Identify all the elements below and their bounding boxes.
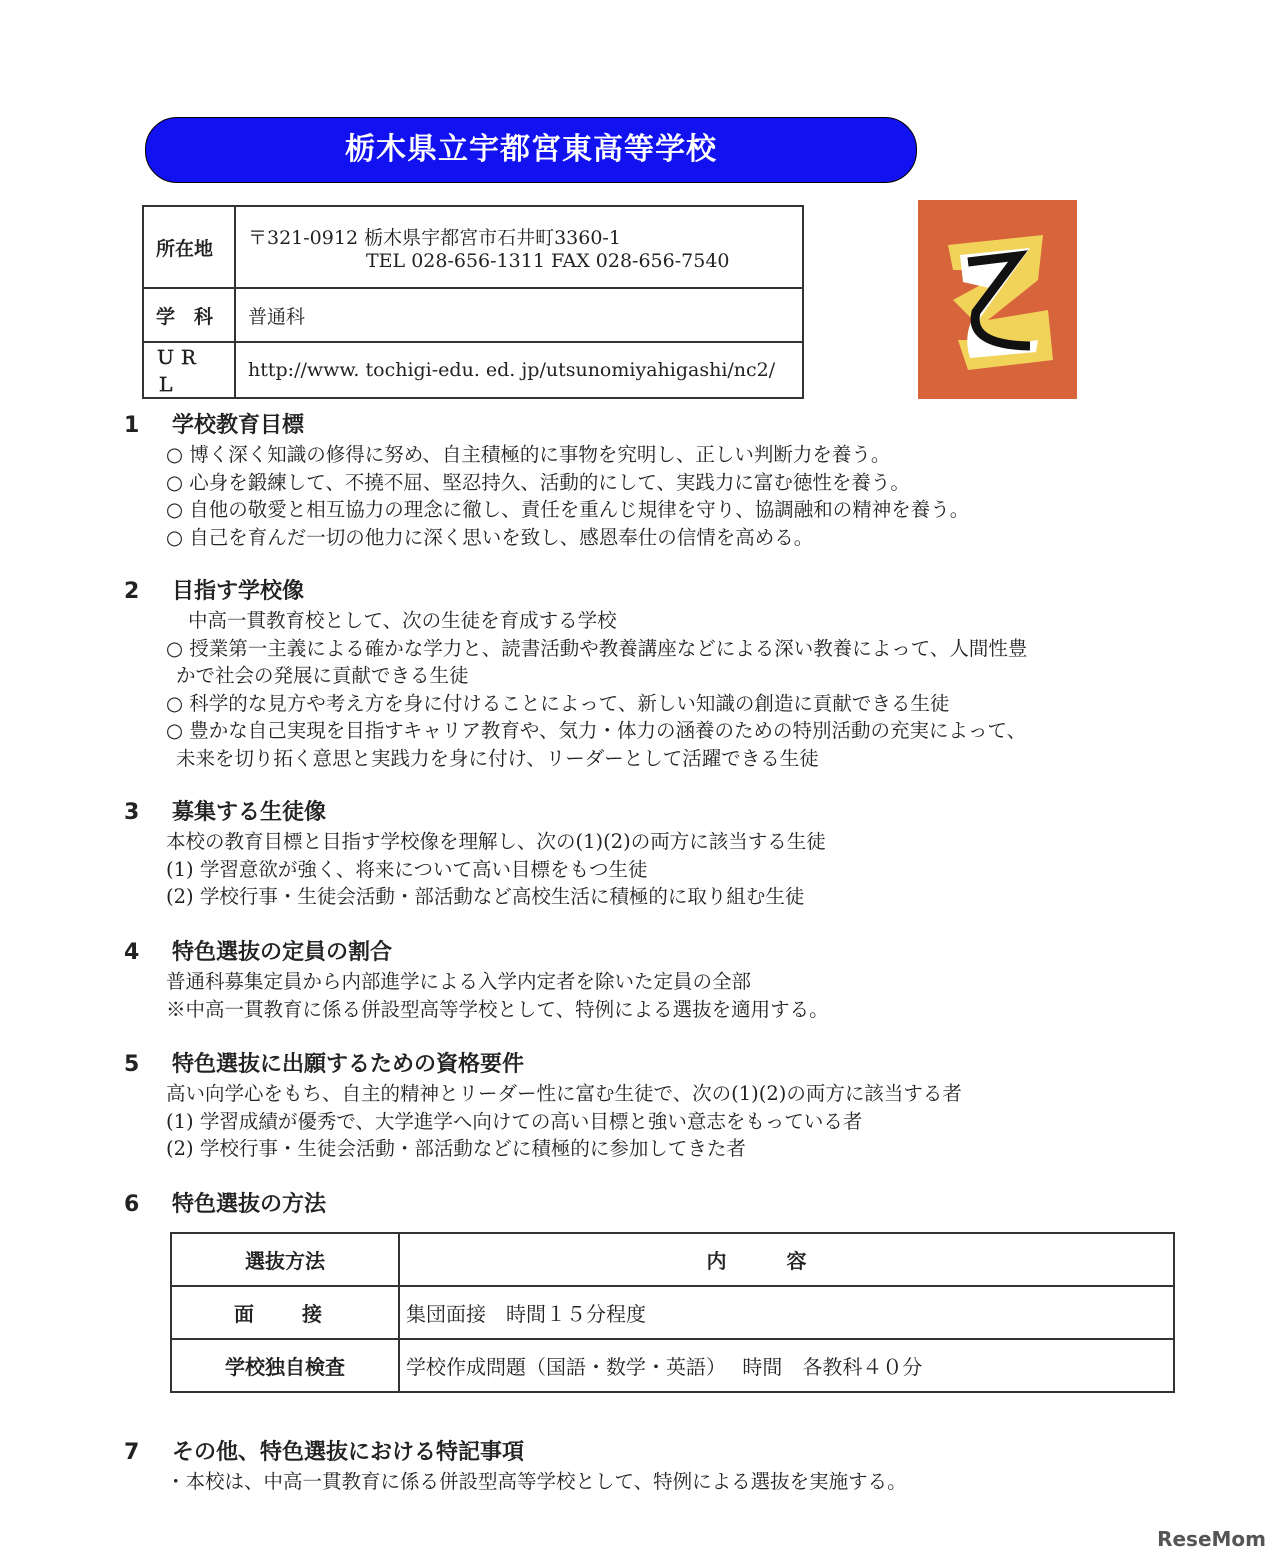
section-6: [0, 1190, 1280, 1220]
body-text: 高い向学心をもち、自主的精神とリーダー性に富む生徒で、次の(1)(2)の両方に該当する者: [166, 1082, 962, 1105]
location-value: [235, 206, 803, 288]
list-item-cont: 未来を切り拓く意思と実践力を身に付け、リーダーとして活躍できる生徒: [176, 746, 819, 770]
section-title: 特色選抜の定員の割合: [172, 940, 393, 965]
body-text: 普通科募集定員から内部進学による入学内定者を除いた定員の全部: [166, 970, 752, 993]
list-item: (1) 学習意欲が強く、将来について高い目標をもつ生徒: [166, 857, 648, 881]
url-value[interactable]: http://www. tochigi-edu. ed. jp/utsunomiyahigashi/nc2/: [235, 342, 803, 398]
school-title: 栃木県立宇都宮東高等学校: [145, 117, 917, 183]
table-cell: 学校作成問題（国語・数学・英語） 時間 各教科４０分: [399, 1339, 1174, 1392]
school-emblem-icon: [918, 200, 1077, 399]
phone-fax: TEL 028-656-1311 FAX 028-656-7540: [366, 249, 730, 272]
section-title: 学校教育目標: [172, 413, 305, 438]
section-2: [0, 577, 1280, 772]
location-label: 所在地: [143, 206, 235, 288]
table-cell: 面 接: [171, 1286, 399, 1339]
body-text: ・本校は、中高一貫教育に係る併設型高等学校として、特例による選抜を実施する。: [166, 1470, 907, 1493]
list-item: ○ 自他の敬愛と相互協力の理念に徹し、責任を重んじ規律を守り、協調融和の精神を養う。: [166, 498, 970, 521]
url-label: ＵＲＬ: [143, 342, 235, 398]
address: 〒321-0912 栃木県宇都宮市石井町3360-1: [248, 226, 621, 249]
list-item: ○ 心身を鍛練して、不撓不屈、堅忍持久、活動的にして、実践力に富む徳性を養う。: [166, 470, 910, 494]
list-item: ○ 科学的な見方や考え方を身に付けることによって、新しい知識の創造に貢献できる生徒: [166, 691, 950, 715]
section-title: 目指す学校像: [172, 579, 305, 604]
intro-text: 中高一貫教育校として、次の生徒を育成する学校: [188, 609, 617, 632]
list-item: (2) 学校行事・生徒会活動・部活動などに積極的に参加してきた者: [166, 1137, 746, 1160]
section-title: 募集する生徒像: [172, 800, 327, 825]
list-item-cont: かで社会の発展に貢献できる生徒: [176, 664, 469, 687]
section-number: 2: [124, 579, 140, 604]
section-number: 7: [124, 1440, 140, 1465]
table-header: 内容: [399, 1233, 1174, 1286]
section-number: 4: [124, 940, 140, 965]
list-item: (1) 学習成績が優秀で、大学進学へ向けての高い目標と強い意志をもっている者: [166, 1109, 863, 1133]
section-number: 5: [124, 1052, 140, 1077]
section-number: 1: [124, 413, 140, 438]
table-row: [171, 1286, 1174, 1339]
section-number: 6: [124, 1192, 140, 1217]
school-info-table: [142, 205, 804, 399]
list-item: (2) 学校行事・生徒会活動・部活動など高校生活に積極的に取り組む生徒: [166, 885, 805, 908]
resemom-watermark: ReseMom: [1157, 1527, 1266, 1551]
section-title: その他、特色選抜における特記事項: [172, 1440, 525, 1465]
section-4: [0, 938, 1280, 1023]
table-cell: 学校独自検査: [171, 1339, 399, 1392]
section-number: 3: [124, 800, 140, 825]
section-title: 特色選抜の方法: [172, 1192, 327, 1217]
section-5: [0, 1050, 1280, 1163]
table-row: [171, 1339, 1174, 1392]
dept-label: 学 科: [143, 288, 235, 342]
section-3: [0, 798, 1280, 911]
section-7: [0, 1438, 1280, 1496]
note-text: ※中高一貫教育に係る併設型高等学校として、特例による選抜を適用する。: [166, 997, 829, 1021]
section-title: 特色選抜に出願するための資格要件: [172, 1052, 525, 1077]
dept-value: 普通科: [235, 288, 803, 342]
table-cell: 集団面接 時間１５分程度: [399, 1286, 1174, 1339]
section-1: [0, 411, 1280, 551]
selection-method-table: [170, 1232, 1175, 1393]
list-item: ○ 授業第一主義による確かな学力と、読書活動や教養講座などによる深い教養によって、人間性豊: [166, 636, 1028, 660]
list-item: ○ 自己を育んだ一切の他力に深く思いを致し、感恩奉仕の信情を高める。: [166, 525, 814, 549]
body-text: 本校の教育目標と目指す学校像を理解し、次の(1)(2)の両方に該当する生徒: [166, 830, 826, 853]
table-header: 選抜方法: [171, 1233, 399, 1286]
list-item: ○ 博く深く知識の修得に努め、自主積極的に事物を究明し、正しい判断力を養う。: [166, 443, 891, 466]
list-item: ○ 豊かな自己実現を目指すキャリア教育や、気力・体力の涵養のための特別活動の充実によって、: [166, 719, 1027, 742]
